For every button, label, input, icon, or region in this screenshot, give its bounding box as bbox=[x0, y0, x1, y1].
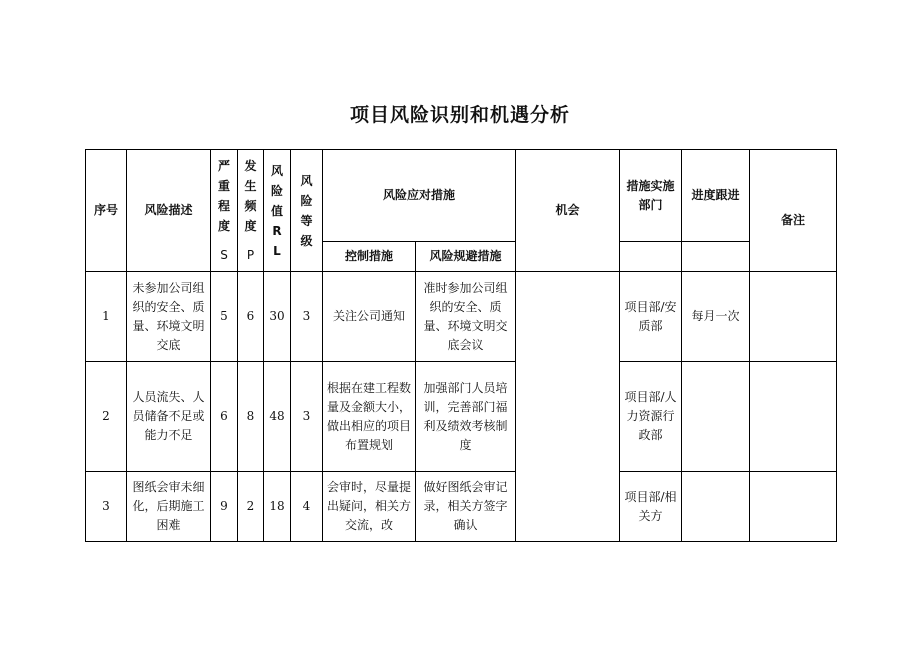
header-frequency bbox=[238, 150, 264, 272]
cell-department: 项目部/人力资源行政部 bbox=[620, 362, 682, 472]
cell-description: 图纸会审未细化，后期施工困难 bbox=[127, 472, 211, 542]
cell-severity: 5 bbox=[211, 272, 238, 362]
header-risk-level-label: 风险等级 bbox=[300, 173, 313, 248]
header-progress-blank bbox=[682, 242, 750, 272]
header-department: 措施实施部门 bbox=[620, 150, 682, 242]
cell-frequency: 2 bbox=[238, 472, 264, 542]
cell-department: 项目部/相关方 bbox=[620, 472, 682, 542]
page-title: 项目风险识别和机遇分析 bbox=[349, 104, 570, 126]
header-measures: 风险应对措施 bbox=[323, 150, 516, 242]
cell-remark bbox=[750, 472, 837, 542]
cell-seq: 1 bbox=[86, 272, 127, 362]
cell-risk-level: 3 bbox=[291, 362, 323, 472]
cell-avoid: 加强部门人员培训，完善部门福利及绩效考核制度 bbox=[416, 362, 516, 472]
header-row bbox=[86, 150, 837, 242]
cell-description: 人员流失、人员储备不足或能力不足 bbox=[127, 362, 211, 472]
header-progress: 进度跟进 bbox=[682, 150, 750, 242]
cell-frequency: 6 bbox=[238, 272, 264, 362]
header-severity bbox=[211, 150, 238, 272]
cell-progress: 每月一次 bbox=[682, 272, 750, 362]
header-department-blank bbox=[620, 242, 682, 272]
cell-remark bbox=[750, 272, 837, 362]
table-row bbox=[86, 272, 837, 362]
cell-risk-value: 30 bbox=[264, 272, 291, 362]
header-risk-level bbox=[291, 150, 323, 272]
header-opportunity: 机会 bbox=[516, 150, 620, 272]
cell-severity: 9 bbox=[211, 472, 238, 542]
table-row bbox=[86, 362, 837, 472]
header-frequency-symbol: P bbox=[246, 248, 255, 262]
header-frequency-label: 发生频度 bbox=[244, 159, 257, 233]
header-avoid-measures: 风险规避措施 bbox=[416, 242, 516, 272]
cell-seq: 2 bbox=[86, 362, 127, 472]
cell-risk-value: 18 bbox=[264, 472, 291, 542]
cell-remark bbox=[750, 362, 837, 472]
cell-progress bbox=[682, 362, 750, 472]
header-risk-description: 风险描述 bbox=[127, 150, 211, 272]
cell-department: 项目部/安质部 bbox=[620, 272, 682, 362]
cell-control: 会审时，尽量提出疑问，相关方交流，改 bbox=[323, 472, 416, 542]
cell-risk-level: 3 bbox=[291, 272, 323, 362]
cell-description: 未参加公司组织的安全、质量、环境文明交底 bbox=[127, 272, 211, 362]
cell-progress bbox=[682, 472, 750, 542]
risk-table bbox=[85, 149, 837, 542]
cell-avoid: 做好图纸会审记录，相关方签字确认 bbox=[416, 472, 516, 542]
cell-frequency: 8 bbox=[238, 362, 264, 472]
cell-risk-level: 4 bbox=[291, 472, 323, 542]
header-risk-value bbox=[264, 150, 291, 272]
cell-seq: 3 bbox=[86, 472, 127, 542]
cell-control: 关注公司通知 bbox=[323, 272, 416, 362]
header-seq: 序号 bbox=[86, 150, 127, 272]
header-risk-value-label: 风险值RL bbox=[270, 163, 283, 258]
header-remark: 备注 bbox=[750, 150, 837, 272]
cell-avoid: 准时参加公司组织的安全、质量、环境文明交底会议 bbox=[416, 272, 516, 362]
table-row bbox=[86, 472, 837, 542]
cell-severity: 6 bbox=[211, 362, 238, 472]
cell-risk-value: 48 bbox=[264, 362, 291, 472]
cell-control: 根据在建工程数量及金额大小，做出相应的项目布置规划 bbox=[323, 362, 416, 472]
header-severity-symbol: S bbox=[220, 248, 228, 262]
header-severity-label: 严重程度 bbox=[217, 159, 230, 233]
header-control-measures: 控制措施 bbox=[323, 242, 416, 272]
cell-opportunity bbox=[516, 272, 620, 542]
